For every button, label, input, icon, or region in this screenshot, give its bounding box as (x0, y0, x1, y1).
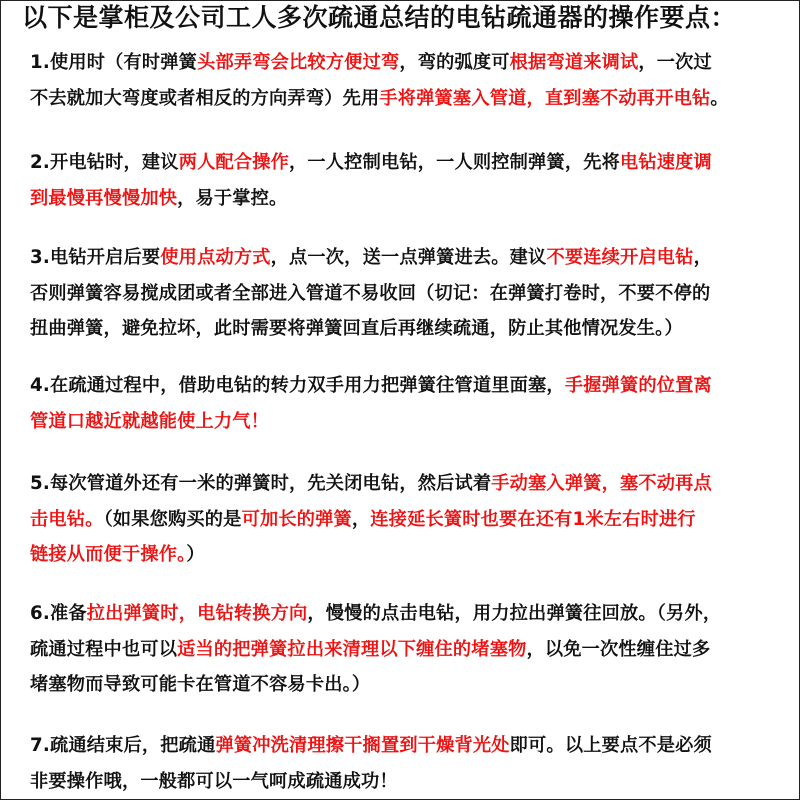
tip-text: ，以免一次性缠住过多 (526, 638, 711, 660)
tip-text: 即可。以上要点不是必须 (509, 735, 712, 756)
tip-text: 3.电钻开启后要 (30, 247, 161, 268)
highlighted-text: 拉出弹簧时，电钻转换方向 (86, 603, 308, 624)
tip-text: 非要操作哦，一般都可以一气呵成疏通成功！ (30, 770, 398, 792)
tip-line (30, 596, 778, 632)
tip-text: ，点一次，送一点弹簧进去。建议 (270, 247, 547, 268)
tip-text: ，弯的弧度可 (399, 52, 510, 73)
tip-line (30, 728, 778, 764)
tip-line (30, 45, 778, 81)
tip-text: ， (693, 247, 712, 268)
highlighted-text: 手握弹簧的位置离 (564, 375, 712, 396)
highlighted-text: 根据弯道来调试 (509, 52, 639, 73)
tip-line (30, 145, 778, 181)
tip-text: 不去就加大弯度或者相反的方向弄弯）先用 (30, 87, 380, 109)
tip-line (30, 368, 778, 404)
tip-text: ，一人控制电钻，一人则控制弹簧，先将 (289, 152, 620, 173)
tip-text: 5.每次管道外还有一米的弹簧时，先关闭电钻，然后试着 (30, 473, 492, 494)
highlighted-text: 管道口越近就越能使上力气！ (30, 410, 270, 432)
highlighted-text: 弹簧冲洗清理擦干搁置到干燥背光处 (215, 735, 510, 756)
tip-line (30, 81, 778, 117)
tip-text: ） (186, 544, 205, 565)
tip-item-7 (30, 728, 778, 799)
page-title: 以下是掌柜及公司工人多次疏通总结的电钻疏通器的操作要点： (22, 3, 737, 32)
highlighted-text: 击电钻。 (30, 508, 104, 530)
highlighted-text: 适当的把弹簧拉出来清理以下缠住的堵塞物 (177, 638, 527, 660)
tip-line (30, 404, 778, 440)
tip-text: ，一次过 (638, 52, 712, 73)
tip-text: 6.准备 (30, 603, 87, 624)
highlighted-text: 不要连续开启电钻 (546, 247, 694, 268)
highlighted-text: 连接延长簧时也要在还有1米左右时进行 (370, 508, 696, 530)
tip-line (30, 537, 778, 573)
tip-line (30, 667, 778, 703)
tip-line (30, 466, 778, 502)
highlighted-text: 可加长的弹簧 (241, 508, 352, 530)
tip-text: ，易于掌控。 (177, 187, 288, 209)
tip-item-5 (30, 466, 778, 573)
tip-text: ， (351, 508, 371, 530)
highlighted-text: 手动塞入弹簧，塞不动再点 (491, 473, 712, 494)
tip-text: 1.使用时（有时弹簧 (30, 52, 198, 73)
tip-item-3 (30, 240, 778, 347)
highlighted-text: 两人配合操作 (178, 152, 290, 173)
tip-text: （如果您购买的是 (103, 508, 242, 530)
tip-text: 否则弹簧容易搅成团或者全部进入管道不易收回（切记：在弹簧打卷时，不要不停的 (30, 282, 711, 304)
tip-text: 2.开电钻时，建议 (30, 152, 179, 173)
tip-item-4 (30, 368, 778, 439)
highlighted-text: 头部弄弯会比较方便过弯 (197, 52, 400, 73)
tip-item-2 (30, 145, 778, 216)
tip-line (30, 181, 778, 217)
highlighted-text: 到最慢再慢慢加快 (30, 187, 178, 209)
tip-line (30, 311, 778, 347)
tip-line (30, 240, 778, 276)
tip-line (30, 764, 778, 800)
tip-text: 堵塞物而导致可能卡在管道不容易卡出。） (30, 674, 371, 695)
highlighted-text: 使用点动方式 (160, 247, 271, 268)
highlighted-text: 手将弹簧塞入管道，直到塞不动再开电钻 (379, 87, 711, 109)
tip-text: 扭曲弹簧，避免拉坏，此时需要将弹簧回直后再继续疏通，防止其他情况发生。） (30, 318, 683, 339)
tip-text: 。 (710, 87, 729, 109)
tip-line (30, 632, 778, 668)
tip-item-1 (30, 45, 778, 116)
tip-line (30, 276, 778, 312)
highlighted-text: 电钻速度调 (620, 152, 712, 173)
tip-text: 疏通过程中也可以 (30, 638, 178, 660)
tip-item-6 (30, 596, 778, 703)
tip-text: ，慢慢的点击电钻，用力拉出弹簧往回放。（另外， (307, 603, 722, 624)
highlighted-text: 链接从而便于操作。 (30, 544, 187, 565)
tip-text: 4.在疏通过程中，借助电钻的转力双手用力把弹簧往管道里面塞， (30, 375, 565, 396)
tip-line (30, 502, 778, 538)
tip-text: 7.疏通结束后，把疏通 (30, 735, 216, 756)
